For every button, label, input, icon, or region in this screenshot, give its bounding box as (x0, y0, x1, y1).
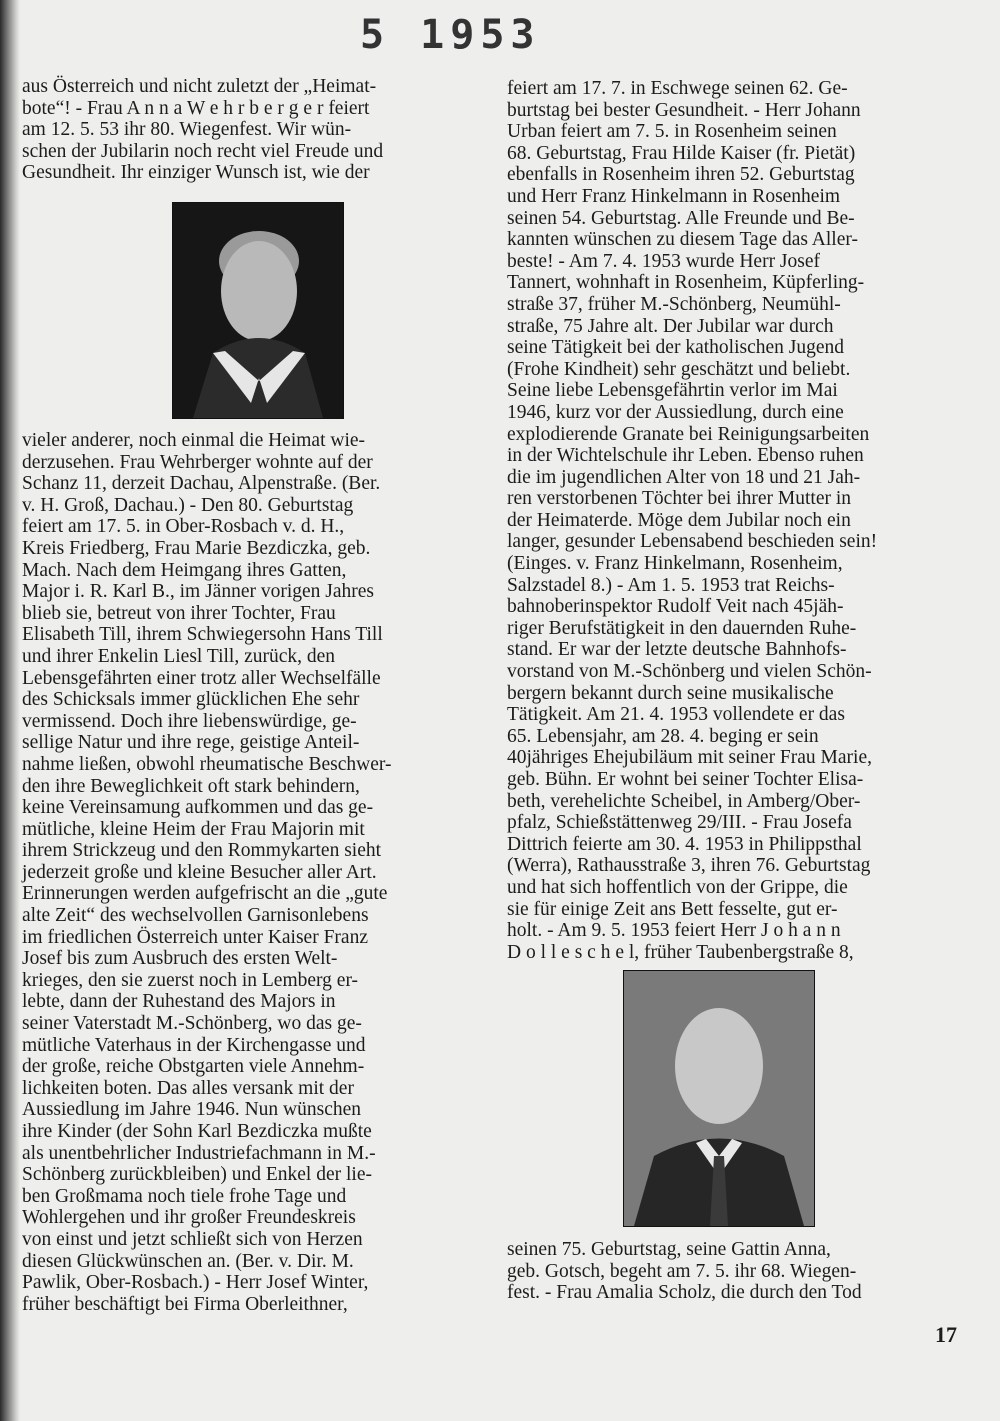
text-line: Mach. Nach dem Heimgang ihres Gatten, (22, 559, 347, 581)
text-line: und Herr Franz Hinkelmann in Rosenheim (507, 185, 841, 207)
text-line: seinen 75. Geburtstag, seine Gattin Anna, (507, 1239, 831, 1260)
text-line: die im jugendlichen Alter von 18 und 21 Jah- (507, 466, 861, 488)
text-line: in der Wichtelschule ihr Leben. Ebenso ruhen (507, 445, 864, 467)
text-line: schen der Jubilarin noch recht viel Freude und (22, 140, 384, 162)
text-line: lebte, dann der Ruhestand des Majors in (22, 991, 336, 1013)
text-line: riger Berufstätigkeit in den dauernden Ruhe- (507, 617, 857, 639)
text-line: Wohlergehen und ihr großer Freundeskreis (22, 1207, 356, 1229)
text-line: im friedlichen Österreich unter Kaiser Franz (22, 926, 368, 948)
text-line: Major i. R. Karl B., im Jänner vorigen Jahres (22, 581, 375, 603)
text-line: und hat sich hoffentlich von der Grippe, die (507, 876, 848, 898)
text-line: keine Vereinsamung aufkommen und das ge- (22, 797, 374, 819)
text-line: am 12. 5. 53 ihr 80. Wiegenfest. Wir wün- (22, 119, 352, 141)
text-line: vieler anderer, noch einmal die Heimat wie- (22, 430, 366, 451)
text-line: der Heimaterde. Möge dem Jubilar noch ein (507, 509, 851, 531)
text-line: geb. Gotsch, begeht am 7. 5. ihr 68. Wiegen- (507, 1260, 857, 1282)
text-line: beste! - Am 7. 4. 1953 wurde Herr Josef (507, 250, 821, 272)
text-line: früher beschäftigt bei Firma Oberleithner, (22, 1293, 348, 1315)
text-line: kannten wünschen zu diesem Tage das Aller- (507, 229, 858, 251)
text-line: ihre Kinder (der Sohn Karl Bezdiczka mußte (22, 1121, 372, 1142)
binding-gutter (0, 0, 20, 1421)
page-number: 17 (935, 1322, 957, 1347)
text-line: seine Tätigkeit bei der katholischen Jugend (507, 337, 845, 359)
text-line: den ihre Beweglichkeit oft stark behindern, (22, 775, 360, 797)
text-line: pfalz, Schießstättenweg 29/III. - Frau Josefa (507, 812, 852, 834)
text-line: Lebensgefährten einer trotz aller Wechselfälle (22, 667, 381, 689)
text-line: Aussiedlung im Jahre 1946. Nun wünschen (22, 1099, 362, 1121)
text-line: fest. - Frau Amalia Scholz, die durch den Tod (507, 1282, 862, 1304)
text-line: Elisabeth Till, ihrem Schwiegersohn Hans Till (22, 624, 383, 646)
text-line: ben Großmama noch tiele frohe Tage und (22, 1185, 347, 1207)
text-line: burtstag bei bester Gesundheit. - Herr Johann (507, 99, 861, 121)
text-line: Kreis Friedberg, Frau Marie Bezdiczka, geb. (22, 537, 371, 559)
portrait-woman-illustration (173, 203, 343, 418)
right-column-top (507, 78, 967, 963)
text-line: Tätigkeit. Am 21. 4. 1953 vollendete er das (507, 704, 845, 726)
right-column-bottom (507, 1239, 967, 1304)
text-line: (Frohe Kindheit) sehr geschätzt und beliebt. (507, 358, 851, 380)
text-line: Salzstadel 8.) - Am 1. 5. 1953 trat Reichs- (507, 574, 835, 596)
text-line: straße 37, früher M.-Schönberg, Neumühl- (507, 293, 841, 315)
text-line: und ihrer Enkelin Liesl Till, zurück, den (22, 645, 336, 667)
text-line: lichkeiten boten. Das alles versank mit der (22, 1077, 354, 1099)
text-line: bahnoberinspektor Rudolf Veit nach 45jäh- (507, 596, 844, 618)
text-line: Schönberg zurückbleiben) und Enkel der lie- (22, 1164, 372, 1186)
text-line: Gesundheit. Ihr einziger Wunsch ist, wie der (22, 162, 370, 184)
text-line: (Einges. v. Franz Hinkelmann, Rosenheim, (507, 553, 843, 575)
text-line: bergern bekannt durch seine musikalische (507, 682, 834, 704)
text-line: Urban feiert am 7. 5. in Rosenheim seinen (507, 121, 837, 143)
text-line: feiert am 17. 7. in Eschwege seinen 62. Ge- (507, 78, 848, 99)
text-line: Dittrich feierte am 30. 4. 1953 in Philippsthal (507, 833, 862, 855)
text-line: mütliche Vaterhaus in der Kirchengasse und (22, 1034, 366, 1056)
text-line: ren verstorbenen Töchter bei ihrer Mutter in (507, 488, 852, 510)
text-line: alte Zeit“ des wechselvollen Garnisonlebens (22, 905, 369, 927)
text-line: langer, gesunder Lebensabend beschieden sein! (507, 531, 878, 553)
text-line: feiert am 17. 5. in Ober-Rosbach v. d. H., (22, 516, 345, 538)
text-line: geb. Bühn. Er wohnt bei seiner Tochter Elisa- (507, 769, 864, 790)
text-line: beth, verehelichte Scheibel, in Amberg/Ober- (507, 790, 861, 812)
text-line: blieb sie, betreut von ihrer Tochter, Frau (22, 602, 336, 624)
text-line: Erinnerungen werden aufgefrischt an die „gute (22, 883, 388, 905)
text-line: Josef bis zum Ausbruch des ersten Welt- (22, 948, 338, 970)
text-line: sellige Natur und ihre rege, geistige Anteil- (22, 732, 360, 754)
text-line: ihrem Strickzeug und den Rommykarten sieht (22, 840, 382, 862)
text-line: holt. - Am 9. 5. 1953 feiert Herr J o h a n n (507, 920, 841, 942)
text-line: bote“! - Frau A n n a W e h r b e r g e r feiert (22, 97, 370, 119)
text-line: seinen 54. Geburtstag. Alle Freunde und Be- (507, 207, 855, 229)
text-line: als unentbehrlicher Industriefachmann in M.- (22, 1142, 376, 1164)
text-line: ebenfalls in Rosenheim ihren 52. Geburtstag (507, 164, 855, 186)
text-line: vorstand von M.-Schönberg und vielen Schön- (507, 661, 872, 683)
left-column-top (22, 76, 482, 184)
text-line: 68. Geburtstag, Frau Hilde Kaiser (fr. Pietät) (507, 142, 856, 164)
text-line: von einst und jetzt schließt sich von Herzen (22, 1228, 363, 1250)
text-line: D o l l e s c h e l, früher Taubenbergstraße 8, (507, 941, 854, 963)
issue-stamp: 5 1953 (360, 12, 541, 58)
text-line: der große, reiche Obstgarten viele Annehm- (22, 1056, 365, 1078)
text-line: nahme ließen, obwohl rheumatische Beschwer- (22, 753, 392, 775)
text-line: des Schicksals immer glücklichen Ehe sehr (22, 689, 360, 711)
text-line: Seine liebe Lebensgefährtin verlor im Mai (507, 380, 838, 402)
portrait-photo-man (623, 970, 815, 1227)
text-line: 40jähriges Ehejubiläum mit seiner Frau Marie, (507, 747, 872, 769)
text-line: krieges, den sie zuerst noch in Lemberg er- (22, 969, 359, 991)
text-line: stand. Er war der letzte deutsche Bahnhofs- (507, 639, 847, 661)
text-line: aus Österreich und nicht zuletzt der „Heimat- (22, 76, 377, 97)
text-line: explodierende Granate bei Reinigungsarbeiten (507, 423, 870, 445)
text-line: jederzeit große und kleine Besucher aller Art. (22, 861, 377, 883)
text-line: (Werra), Rathausstraße 3, ihren 76. Geburtstag (507, 855, 871, 877)
text-line: vermissend. Doch ihre liebenswürdige, ge- (22, 710, 357, 732)
portrait-man-illustration (624, 971, 814, 1226)
text-line: mütliche, kleine Heim der Frau Majorin mit (22, 818, 365, 840)
text-line: v. H. Groß, Dachau.) - Den 80. Geburtstag (22, 494, 354, 516)
text-line: derzusehen. Frau Wehrberger wohnte auf der (22, 451, 373, 473)
text-line: diesen Glückwünschen an. (Ber. v. Dir. M. (22, 1250, 354, 1272)
text-line: straße, 75 Jahre alt. Der Jubilar war durch (507, 315, 834, 337)
text-line: 1946, kurz vor der Aussiedlung, durch eine (507, 401, 844, 423)
text-line: Tannert, wohnhaft in Rosenheim, Küpferling- (507, 272, 865, 294)
text-line: Schanz 11, derzeit Dachau, Alpenstraße. (Ber. (22, 473, 381, 495)
left-column-bottom (22, 430, 482, 1315)
text-line: Pawlik, Ober-Rosbach.) - Herr Josef Winter, (22, 1272, 369, 1294)
portrait-photo-woman (172, 202, 344, 419)
text-line: seiner Vaterstadt M.-Schönberg, wo das ge- (22, 1013, 362, 1035)
text-line: 65. Lebensjahr, am 28. 4. beging er sein (507, 725, 819, 747)
text-line: sie für einige Zeit ans Bett fesselte, gut er- (507, 898, 838, 920)
